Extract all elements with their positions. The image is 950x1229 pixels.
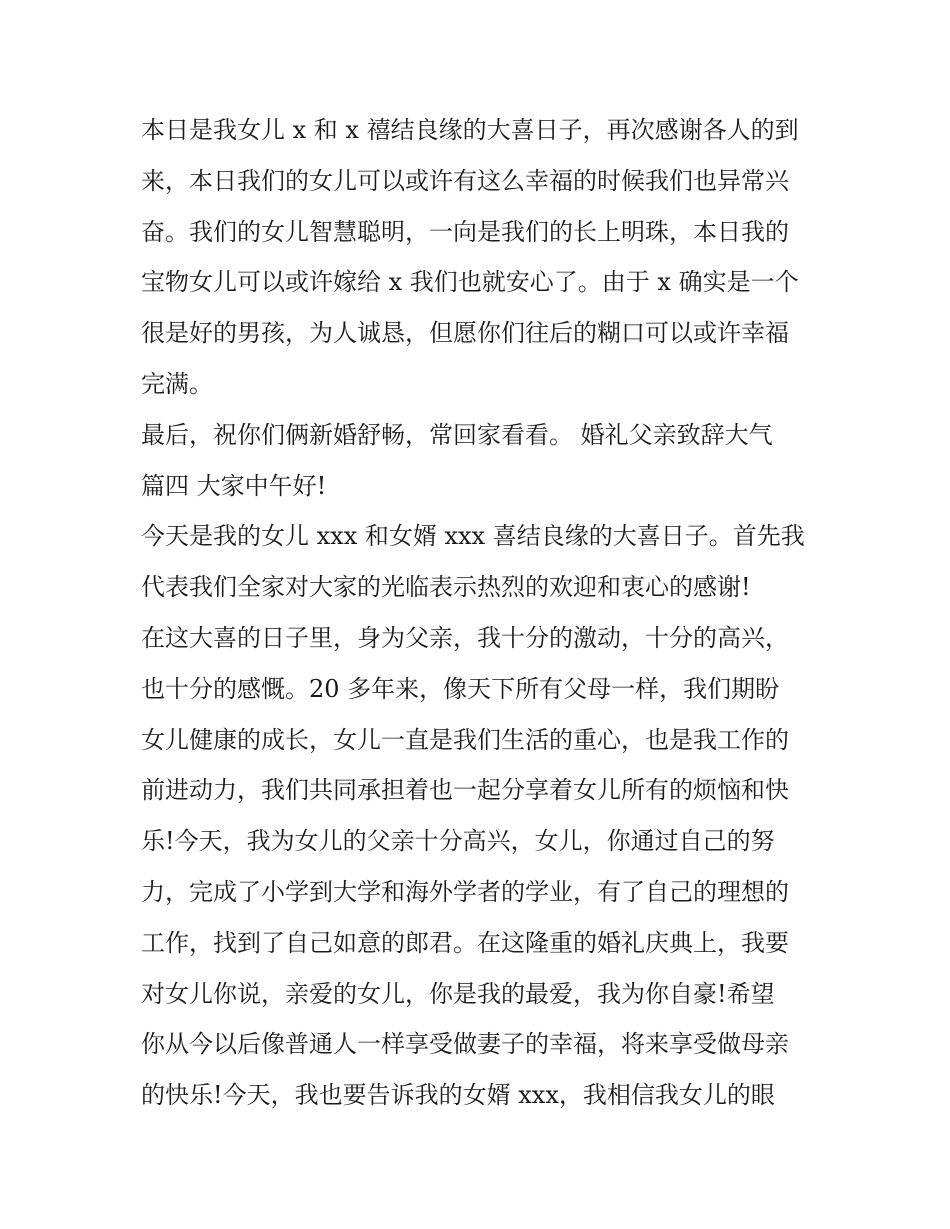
text-line: 代表我们全家对大家的光临表示热烈的欢迎和衷心的感谢! xyxy=(141,573,751,602)
text-line: 本日是我女儿 x 和 x 禧结良缘的大喜日子，再次感谢各人的到 xyxy=(141,116,799,144)
text-line: 工作，找到了自己如意的郎君。在这隆重的婚礼庆典上，我要 xyxy=(141,928,789,957)
text-line: 奋。我们的女儿智慧聪明，一向是我们的长上明珠，本日我的 xyxy=(141,217,789,246)
document-body xyxy=(141,105,821,1121)
text-line: 乐!今天，我为女儿的父亲十分高兴，女儿，你通过自己的努 xyxy=(141,827,775,856)
text-line: 前进动力，我们共同承担着也一起分享着女儿所有的烦恼和快 xyxy=(141,776,789,805)
text-line: 来，本日我们的女儿可以或许有这么幸福的时候我们也异常兴 xyxy=(141,166,789,195)
text-line: 对女儿你说，亲爱的女儿，你是我的最爱，我为你自豪!希望 xyxy=(141,979,775,1008)
text-line: 你从今以后像普通人一样享受做妻子的幸福，将来享受做母亲 xyxy=(141,1030,789,1059)
text-line: 今天是我的女儿 xxx 和女婿 xxx 喜结良缘的大喜日子。首先我 xyxy=(141,522,805,551)
text-line: 女儿健康的成长，女儿一直是我们生活的重心，也是我工作的 xyxy=(141,725,789,754)
text-line: 宝物女儿可以或许嫁给 x 我们也就安心了。由于 x 确实是一个 xyxy=(141,268,799,297)
text-line: 最后，祝你们俩新婚舒畅，常回家看看。 婚礼父亲致辞大气 xyxy=(141,420,773,449)
text-line: 很是好的男孩，为人诚恳，但愿你们往后的糊口可以或许幸福 xyxy=(141,319,789,348)
text-line: 也十分的感慨。20 多年来，像天下所有父母一样，我们期盼 xyxy=(141,674,780,703)
text-line: 在这大喜的日子里，身为父亲，我十分的激动，十分的高兴， xyxy=(141,623,789,652)
text-line: 的快乐!今天，我也要告诉我的女婿 xxx，我相信我女儿的眼 xyxy=(141,1081,775,1110)
text-line: 力，完成了小学到大学和海外学者的学业，有了自己的理想的 xyxy=(141,877,789,906)
text-line: 完满。 xyxy=(141,369,213,398)
section-heading-line: 篇四 大家中午好! xyxy=(141,471,327,500)
